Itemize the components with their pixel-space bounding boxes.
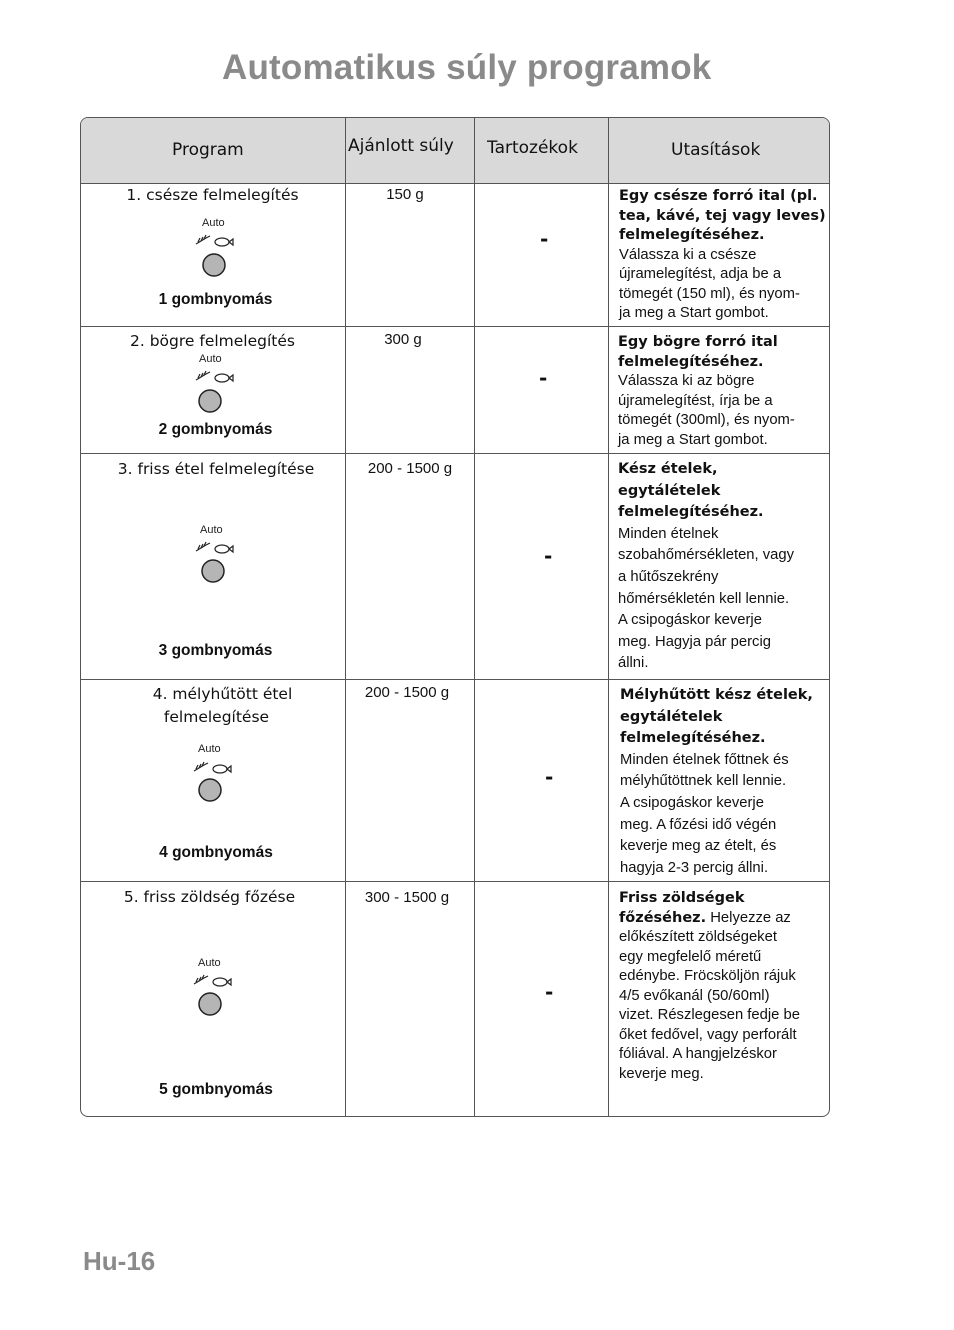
instr-line: A csipogáskor keverje: [618, 612, 762, 629]
instr-line: a hűtőszekrény: [618, 568, 719, 585]
recommended-weight: 300 g: [384, 331, 422, 348]
row-divider: [81, 881, 829, 882]
instr-line: mélyhűtöttnek kell lennie.: [620, 773, 787, 790]
button-presses: 2 gombnyomás: [158, 421, 273, 438]
program-name: [80, 184, 345, 207]
instr-line: tömegét (300ml), és nyom-: [618, 412, 795, 428]
instr-bold-line: felmelegítéséhez.: [618, 353, 764, 370]
instr-line: keverje meg.: [619, 1065, 704, 1082]
accessory-value: -: [539, 366, 548, 390]
page-number: Hu-16: [83, 1246, 156, 1276]
instr-line: Válassza ki a csésze: [619, 246, 757, 263]
instr-line: Válassza ki az bögre: [618, 373, 755, 389]
instr-line: edénybe. Fröcsköljön rájuk: [619, 968, 796, 984]
header-weight: Ajánlott súly: [348, 136, 454, 156]
instr-line: 4/5 evőkanál (50/60ml): [619, 987, 770, 1004]
recommended-weight: 200 - 1500 g: [364, 684, 450, 701]
instr-line: ja meg a Start gombot.: [618, 431, 768, 448]
auto-label: Auto: [202, 217, 225, 229]
instr-line: keverje meg az ételt, és: [620, 838, 777, 855]
auto-button-icon: [190, 755, 250, 815]
auto-label: Auto: [200, 524, 223, 536]
instructions: [618, 333, 795, 450]
auto-button-icon: [190, 968, 250, 1028]
instr-bold-line: Egy csésze forró ital (pl.: [619, 188, 818, 204]
instr-line: állni.: [618, 655, 649, 672]
instr-bold-line: Egy bögre forró ital: [618, 334, 778, 350]
button-presses: 5 gombnyomás: [159, 1081, 273, 1098]
instr-line: előkészített zöldségeket: [619, 929, 777, 945]
header-accessory: Tartozékok: [487, 138, 578, 158]
program-name: [80, 683, 365, 729]
instr-line: Minden ételnek: [618, 525, 719, 542]
program-name-line: felmelegítése: [163, 708, 270, 726]
instr-line: hőmérsékletén kell lennie.: [618, 590, 790, 607]
row-divider: [81, 679, 829, 680]
instr-bold-line: Kész ételek,: [618, 461, 718, 477]
column-divider: [474, 118, 475, 1116]
auto-button-icon: [192, 228, 252, 288]
instr-line: meg. A főzési idő végén: [620, 816, 777, 833]
instr-bold-line: egytálételek: [620, 708, 723, 725]
page-title: Automatikus súly programok: [222, 48, 712, 87]
instr-line: Minden ételnek főttnek és: [620, 751, 789, 768]
instr-bold-line: Mélyhűtött kész ételek,: [620, 687, 813, 703]
instr-line: A csipogáskor keverje: [620, 794, 764, 811]
instr-line: őket fedővel, vagy perforált: [619, 1026, 797, 1043]
instructions: [620, 685, 813, 879]
instr-bold-line: felmelegítéséhez.: [618, 504, 764, 521]
program-name-line: 5. friss zöldség főzése: [123, 888, 296, 906]
instr-bold-line: felmelegítéséhez.: [620, 730, 766, 747]
button-presses: 4 gombnyomás: [159, 844, 273, 861]
program-name-line: 2. bögre felmelegítés: [130, 332, 295, 350]
accessory-value: -: [545, 765, 554, 789]
instructions: [618, 459, 794, 675]
instr-line: újramelegítést, adja be a: [619, 266, 782, 282]
program-name-line: 1. csésze felmelegítés: [126, 186, 299, 204]
header-program: Program: [172, 140, 244, 160]
accessory-value: -: [544, 544, 553, 568]
header-instructions: Utasítások: [671, 140, 761, 160]
instr-line: egy megfelelő méretű: [619, 948, 762, 965]
instructions: [619, 889, 800, 1084]
recommended-weight: 300 - 1500 g: [364, 889, 450, 906]
instr-line: meg. Hagyja pár percig: [618, 633, 771, 650]
instr-line: tömegét (150 ml), és nyom-: [619, 285, 800, 302]
column-divider: [345, 118, 346, 1116]
instr-line: fóliával. A hangjelzéskor: [619, 1046, 777, 1062]
instr-bold-line: Friss zöldségek: [619, 890, 745, 906]
auto-label: Auto: [198, 957, 221, 969]
program-name: [80, 330, 345, 353]
instr-bold-line: főzéséhez.: [619, 909, 707, 926]
program-name: [80, 458, 352, 481]
auto-label: Auto: [198, 743, 221, 755]
instr-line: Helyezze az: [706, 909, 791, 926]
program-name: [80, 886, 339, 909]
auto-label: Auto: [199, 353, 222, 365]
instr-bold-line: egytálételek: [618, 482, 721, 499]
instr-line: újramelegítést, írja be a: [618, 392, 773, 409]
accessory-value: -: [540, 227, 549, 251]
row-divider: [81, 326, 829, 327]
column-divider: [608, 118, 609, 1116]
auto-button-icon: [192, 535, 252, 595]
button-presses: 1 gombnyomás: [158, 291, 273, 308]
instr-line: ja meg a Start gombot.: [619, 305, 769, 321]
instr-line: szobahőmérsékleten, vagy: [618, 547, 795, 564]
program-name-line: 4. mélyhűtött étel: [152, 685, 293, 703]
instr-line: hagyja 2-3 percig állni.: [620, 859, 769, 876]
recommended-weight: 200 - 1500 g: [367, 460, 453, 477]
row-divider: [81, 453, 829, 454]
instr-bold-line: tea, kávé, tej vagy leves): [619, 207, 826, 224]
instr-bold-line: felmelegítéséhez.: [619, 227, 765, 243]
instructions: [619, 187, 826, 324]
program-name-line: 3. friss étel felmelegítése: [117, 460, 315, 478]
auto-button-icon: [192, 364, 252, 424]
button-presses: 3 gombnyomás: [158, 642, 273, 659]
instr-line: vizet. Részlegesen fedje be: [619, 1007, 800, 1023]
recommended-weight: 150 g: [386, 186, 424, 203]
accessory-value: -: [545, 980, 554, 1004]
